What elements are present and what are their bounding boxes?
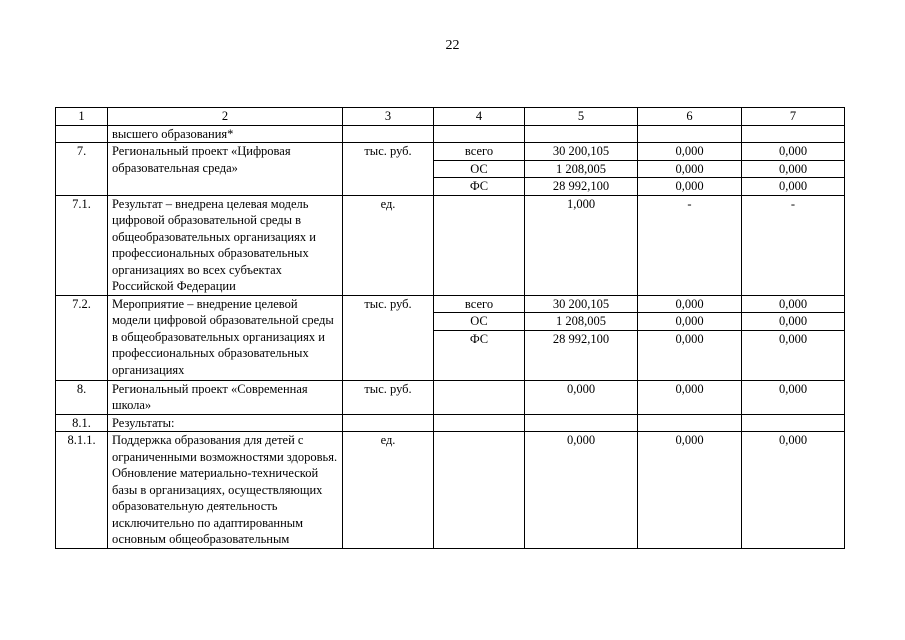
cell-value: 0,000 — [638, 143, 742, 161]
cell-name: высшего образования* — [108, 125, 343, 143]
column-header: 2 — [108, 108, 343, 126]
cell-value: 0,000 — [638, 295, 742, 313]
cell-value: 0,000 — [525, 432, 638, 549]
cell-unit: ед. — [343, 195, 434, 295]
cell-value: 0,000 — [742, 295, 845, 313]
column-header: 5 — [525, 108, 638, 126]
cell-value: - — [638, 195, 742, 295]
column-header: 4 — [434, 108, 525, 126]
cell-value: 1 208,005 — [525, 160, 638, 178]
cell-source: ОС — [434, 313, 525, 331]
cell-value: 1,000 — [525, 195, 638, 295]
cell-source — [434, 195, 525, 295]
cell-source: всего — [434, 143, 525, 161]
cell-value — [742, 414, 845, 432]
cell-name: Региональный проект «Современная школа» — [108, 380, 343, 414]
cell-source: ФС — [434, 178, 525, 196]
cell-value: 0,000 — [742, 160, 845, 178]
cell-value: 28 992,100 — [525, 330, 638, 380]
cell-value: 0,000 — [638, 160, 742, 178]
cell-source — [434, 432, 525, 549]
table-row — [56, 195, 845, 295]
table-row — [56, 143, 845, 161]
cell-source — [434, 380, 525, 414]
cell-value: 0,000 — [638, 380, 742, 414]
cell-value: 0,000 — [742, 380, 845, 414]
cell-number: 7. — [56, 143, 108, 196]
cell-unit — [343, 125, 434, 143]
cell-number: 7.1. — [56, 195, 108, 295]
cell-number: 8. — [56, 380, 108, 414]
cell-number: 7.2. — [56, 295, 108, 380]
cell-number: 8.1.1. — [56, 432, 108, 549]
cell-name: Мероприятие – внедрение целевой модели цифровой образовательной среды в общеобразовательных организациях и профессиональных образовательных организациях — [108, 295, 343, 380]
cell-source: ОС — [434, 160, 525, 178]
column-header: 6 — [638, 108, 742, 126]
cell-name: Региональный проект «Цифровая образовательная среда» — [108, 143, 343, 196]
cell-value — [525, 125, 638, 143]
header-row — [56, 108, 845, 126]
cell-source — [434, 414, 525, 432]
cell-source — [434, 125, 525, 143]
cell-value — [742, 125, 845, 143]
cell-number — [56, 125, 108, 143]
page-number: 22 — [445, 38, 460, 53]
cell-value: - — [742, 195, 845, 295]
cell-value: 0,000 — [742, 432, 845, 549]
cell-number: 8.1. — [56, 414, 108, 432]
cell-value: 30 200,105 — [525, 143, 638, 161]
cell-unit: тыс. руб. — [343, 295, 434, 380]
cell-source: ФС — [434, 330, 525, 380]
cell-name: Результаты: — [108, 414, 343, 432]
cell-value: 0,000 — [742, 330, 845, 380]
budget-table — [55, 107, 845, 549]
cell-value: 0,000 — [638, 313, 742, 331]
table-row — [56, 432, 845, 549]
cell-value: 1 208,005 — [525, 313, 638, 331]
cell-value: 0,000 — [638, 330, 742, 380]
cell-value: 0,000 — [525, 380, 638, 414]
table-row — [56, 414, 845, 432]
cell-unit — [343, 414, 434, 432]
cell-value: 28 992,100 — [525, 178, 638, 196]
table-row — [56, 380, 845, 414]
table-row — [56, 125, 845, 143]
cell-value: 0,000 — [742, 143, 845, 161]
table-row — [56, 295, 845, 313]
cell-unit: ед. — [343, 432, 434, 549]
cell-name: Результат – внедрена целевая модель цифровой образовательной среды в общеобразовательных организациях и профессиональных образовательных организациях во всех субъектах Российской Федерации — [108, 195, 343, 295]
cell-value — [525, 414, 638, 432]
column-header: 1 — [56, 108, 108, 126]
cell-value: 0,000 — [742, 313, 845, 331]
cell-unit: тыс. руб. — [343, 143, 434, 196]
cell-name: Поддержка образования для детей с ограниченными возможностями здоровья. Обновление материально-технической базы в организациях, осуществляющих образовательную деятельность исключительно по адаптированным основным общеобразовательным — [108, 432, 343, 549]
cell-unit: тыс. руб. — [343, 380, 434, 414]
cell-value: 30 200,105 — [525, 295, 638, 313]
cell-source: всего — [434, 295, 525, 313]
cell-value — [638, 125, 742, 143]
cell-value — [638, 414, 742, 432]
cell-value: 0,000 — [638, 432, 742, 549]
cell-value: 0,000 — [638, 178, 742, 196]
cell-value: 0,000 — [742, 178, 845, 196]
column-header: 3 — [343, 108, 434, 126]
column-header: 7 — [742, 108, 845, 126]
